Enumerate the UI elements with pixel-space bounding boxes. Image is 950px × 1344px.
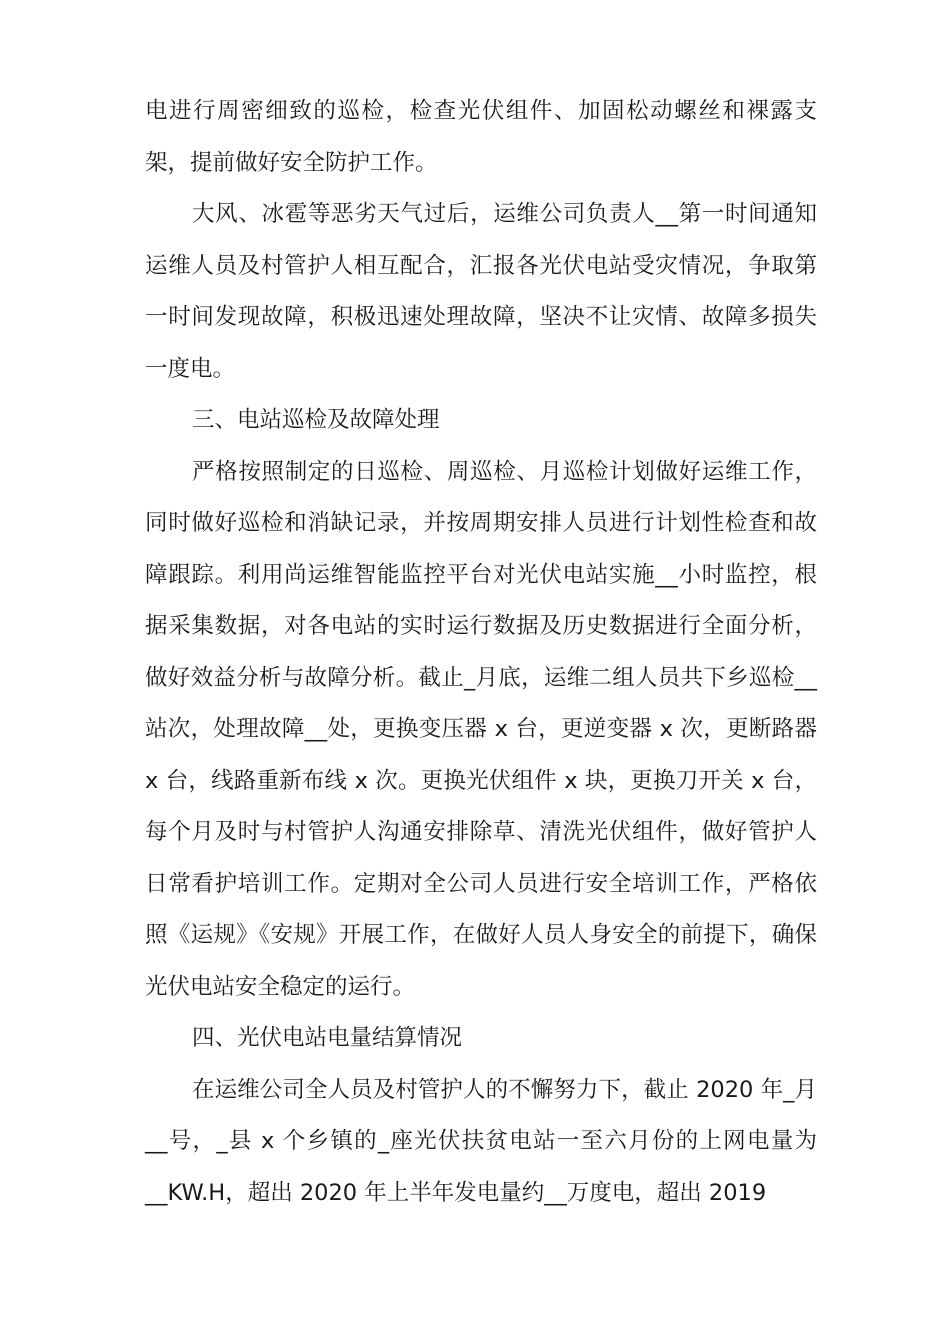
paragraph-6: 在运维公司全人员及村管护人的不懈努力下，截止 2020 年_月__号，_县 x 个乡镇的_座光伏扶贫电站一至六月份的上网电量为__KW.H，超出 2020 年上半年发电量约__万度电，超出 2019 (145, 1076, 817, 1206)
paragraph-2: 大风、冰雹等恶劣天气过后，运维公司负责人__第一时间通知运维人员及村管护人相互配合，汇报各光伏电站受灾情况，争取第一时间发现故障，积极迅速处理故障，坚决不让灾情、故障多损失一度电。 (145, 201, 817, 382)
document-body (145, 86, 817, 1219)
section-heading-4: 四、光伏电站电量结算情况 (192, 1025, 463, 1051)
paragraph-1: 电进行周密细致的巡检，检查光伏组件、加固松动螺丝和裸露支架，提前做好安全防护工作。 (145, 98, 817, 176)
section-heading-3: 三、电站巡检及故障处理 (192, 407, 440, 433)
paragraph-4: 严格按照制定的日巡检、周巡检、月巡检计划做好运维工作，同时做好巡检和消缺记录，并按周期安排人员进行计划性检查和故障跟踪。利用尚运维智能监控平台对光伏电站实施__小时监控，根据采集数据，对各电站的实时运行数据及历史数据进行全面分析，做好效益分析与故障分析。截止_月底，运维二组人员共下乡巡检__站次，处理故障__处，更换变压器 x 台，更逆变器 x 次，更断路器 x 台，线路重新布线 x 次。更换光伏组件 x 块，更换刀开关 x 台，每个月及时与村管护人沟通安排除草、清洗光伏组件，做好管护人日常看护培训工作。定期对全公司人员进行安全培训工作，严格依照《运规》《安规》开展工作，在做好人员人身安全的前提下，确保光伏电站安全稳定的运行。 (145, 458, 817, 1000)
